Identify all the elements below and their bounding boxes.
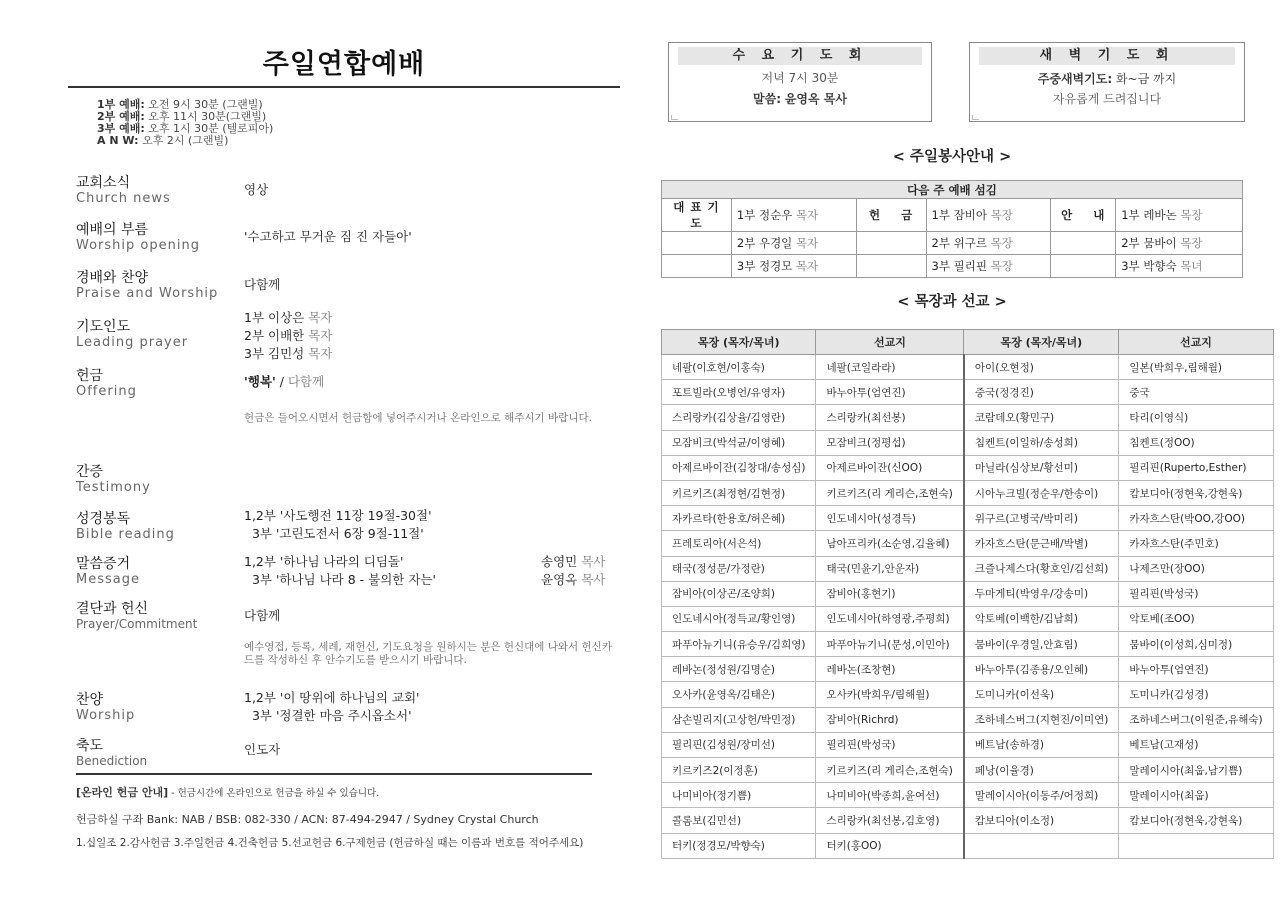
cell-group-cell bbox=[964, 833, 1119, 858]
col-mission-field: 선교지 bbox=[1119, 330, 1273, 355]
mission-field-cell: 카자흐스탄(주민호) bbox=[1119, 531, 1273, 556]
mission-field-cell: 키르키즈(리 게리슨,조현숙) bbox=[816, 480, 964, 505]
table-row bbox=[662, 556, 1274, 581]
order-bible-reading: 성경봉독 Bible reading 1,2부 '사도행전 11장 19절-30절' 3부 '고린도전서 6장 9절-11절' bbox=[76, 508, 432, 542]
table-row bbox=[662, 606, 1274, 631]
table-row bbox=[662, 808, 1274, 833]
table-row bbox=[662, 480, 1274, 505]
mission-field-cell: 조하네스버그(이원준,유해숙) bbox=[1119, 707, 1273, 732]
table-row bbox=[662, 506, 1274, 531]
mission-field-cell: 스리랑카(최선봉) bbox=[816, 405, 964, 430]
mission-field-cell: 필리핀(Ruperto,Esther) bbox=[1119, 455, 1273, 480]
table-cell: 2부 우경일 목자 bbox=[731, 232, 856, 255]
table-row bbox=[662, 707, 1274, 732]
cell-group-cell: 키르키즈(최정현/김현정) bbox=[662, 480, 816, 505]
dedication-value: 다함께 bbox=[244, 608, 281, 623]
bible-reading-value: 1,2부 '사도행전 11장 19절-30절' 3부 '고린도전서 6장 9절-11절' bbox=[244, 508, 432, 541]
mission-field-cell: 태국(민윤기,안운자) bbox=[816, 556, 964, 581]
message-preachers: 송영민 목사 윤영옥 목사 bbox=[541, 554, 606, 587]
benediction-value: 인도자 bbox=[244, 742, 281, 757]
col-cell-group: 목장 (목자/목녀) bbox=[662, 330, 816, 355]
mission-field-cell: 카자흐스탄(박OO,강OO) bbox=[1119, 506, 1273, 531]
table-cell: 2부 위구르 목장 bbox=[926, 232, 1051, 255]
service-time-3: 3부 예배: 오후 1시 30분 (텔로피아) bbox=[97, 122, 274, 135]
mission-field-cell: 아제르바이잔(신OO) bbox=[816, 455, 964, 480]
mission-field-cell: 터키(홍OO) bbox=[816, 833, 964, 858]
table-row bbox=[662, 380, 1274, 405]
order-message: 말씀증거 Message 1,2부 '하나님 나라의 디딤돌' 3부 '하나님 나라 8 - 불의한 자는' 송영민 목사 윤영옥 목사 bbox=[76, 554, 606, 587]
cell-group-cell: 카자흐스탄(문근배/박별) bbox=[964, 531, 1119, 556]
cell-group-cell: 마닐라(심상보/황선미) bbox=[964, 455, 1119, 480]
cell-group-cell: 콜롬보(김민선) bbox=[662, 808, 816, 833]
mission-field-cell: 네팔(코일라라) bbox=[816, 355, 964, 380]
cell-group-cell: 침켄트(이일하/송성희) bbox=[964, 430, 1119, 455]
dawn-prayer-note: 자유롭게 드려집니다 bbox=[1052, 92, 1162, 106]
message-sermon: 1,2부 '하나님 나라의 디딤돌' 3부 '하나님 나라 8 - 불의한 자는' bbox=[244, 554, 436, 587]
table-cell: 2부 뭄바이 목장 bbox=[1116, 232, 1243, 255]
order-hymn: 찬양 Worship 1,2부 '이 땅위에 하나님의 교회' 3부 '정결한 마음 주시옵소서' bbox=[76, 690, 420, 723]
table-cell: 3부 박향숙 목녀 bbox=[1116, 255, 1243, 278]
mission-field-cell: 필리핀(박성국) bbox=[816, 732, 964, 757]
table-cell: 3부 정경모 목자 bbox=[731, 255, 856, 278]
order-worship-opening: 예배의 부름 Worship opening '수고하고 무거운 짐 진 자들아' bbox=[76, 222, 412, 253]
mission-field-cell bbox=[1119, 833, 1273, 858]
table-row bbox=[662, 255, 1243, 278]
service-time-2: 2부 예배: 오후 11시 30분(그랜빌) bbox=[97, 110, 267, 123]
mission-field-cell: 모잠비크(정평섭) bbox=[816, 430, 964, 455]
prayer-leaders: 1부 이상은 목자 2부 이배한 목자 3부 김민성 목자 bbox=[244, 310, 333, 361]
cell-group-cell: 스리랑카(김상율/김영란) bbox=[662, 405, 816, 430]
table-cell: 1부 레바논 목장 bbox=[1116, 199, 1243, 232]
cell-group-cell: 삼손빌리지(고상헌/박민정) bbox=[662, 707, 816, 732]
service-time-anw: A N W: 오후 2시 (그랜빌) bbox=[97, 134, 229, 147]
wednesday-prayer-speaker: 말씀: 윤영옥 목사 bbox=[753, 92, 847, 106]
table-row bbox=[662, 732, 1274, 757]
cell-group-cell: 나미비아(정기쁨) bbox=[662, 783, 816, 808]
worship-opening-value: '수고하고 무거운 짐 진 자들아' bbox=[244, 229, 412, 244]
table-row bbox=[662, 232, 1243, 255]
cell-group-cell: 두마게티(박영우/강송미) bbox=[964, 581, 1119, 606]
table-row bbox=[662, 430, 1274, 455]
cell-group-cell: 코람데오(황민구) bbox=[964, 405, 1119, 430]
mission-field-cell: 레바논(조창현) bbox=[816, 657, 964, 682]
bank-account: 헌금하실 구좌 Bank: NAB / BSB: 082-330 / ACN: 87-494-2947 / Sydney Crystal Church bbox=[76, 813, 539, 826]
cell-group-cell: 필리핀(김성원/장미선) bbox=[662, 732, 816, 757]
col-prayer: 대 표 기 도 bbox=[662, 199, 732, 232]
cell-group-cell: 모잠비크(박석균/이영혜) bbox=[662, 430, 816, 455]
cell-group-cell: 프레토리아(서은석) bbox=[662, 531, 816, 556]
cell-group-cell: 태국(정성문/가정란) bbox=[662, 556, 816, 581]
corner-mark bbox=[671, 115, 678, 120]
cell-group-cell: 키르키즈2(이정훈) bbox=[662, 758, 816, 783]
table-row bbox=[662, 657, 1274, 682]
mission-heading: < 목장과 선교 > bbox=[897, 294, 1007, 310]
cell-group-cell: 크즐나제스다(황호인/김선희) bbox=[964, 556, 1119, 581]
title-divider bbox=[68, 86, 620, 88]
table-row bbox=[662, 405, 1274, 430]
offering-types: 1.십일조 2.감사헌금 3.주일헌금 4.건축헌금 5.선교헌금 6.구제헌금 (헌금하실 때는 이름과 번호를 적어주세요) bbox=[76, 837, 584, 849]
mission-field-cell: 오사카(박희우/림해월) bbox=[816, 682, 964, 707]
cell-group-cell: 터키(정경모/박향숙) bbox=[662, 833, 816, 858]
cell-group-cell: 뭄바이(우경일,안효림) bbox=[964, 632, 1119, 657]
cell-group-cell: 페낭(이율경) bbox=[964, 758, 1119, 783]
online-divider bbox=[76, 773, 592, 775]
cell-group-cell: 조하네스버그(지현진/이미연) bbox=[964, 707, 1119, 732]
mission-field-cell: 키르키즈(리 게리슨,조현숙) bbox=[816, 758, 964, 783]
church-news-value: 영상 bbox=[244, 182, 269, 197]
mission-field-cell: 중국 bbox=[1119, 380, 1273, 405]
service-time-1: 1부 예배: 오전 9시 30분 (그랜빌) bbox=[97, 98, 263, 111]
cell-group-cell: 중국(정경진) bbox=[964, 380, 1119, 405]
cell-group-cell: 네팔(이호현/이홍숙) bbox=[662, 355, 816, 380]
cell-group-cell: 시아누크빌(정순우/한송이) bbox=[964, 480, 1119, 505]
corner-mark bbox=[972, 115, 979, 120]
col-usher: 안 내 bbox=[1051, 199, 1116, 232]
table-row bbox=[662, 682, 1274, 707]
mission-field-cell: 인도네시아(하영광,주평희) bbox=[816, 606, 964, 631]
mission-field-cell: 타리(이영식) bbox=[1119, 405, 1273, 430]
praise-value: 다함께 bbox=[244, 277, 281, 292]
order-praise: 경배와 찬양 Praise and Worship 다함께 bbox=[76, 270, 281, 301]
service-table-header: 다음 주 예배 섬김 bbox=[662, 181, 1243, 199]
table-cell: 1부 잠비아 목장 bbox=[926, 199, 1051, 232]
order-offering: 헌금 Offering '행복' / 다함께 bbox=[76, 368, 325, 399]
cell-group-cell: 도미니카(이선욱) bbox=[964, 682, 1119, 707]
cell-group-cell: 자카르타(한용호/허은혜) bbox=[662, 506, 816, 531]
wednesday-prayer-time: 저녁 7시 30분 bbox=[761, 71, 839, 85]
mission-field-cell: 필리핀(박성국) bbox=[1119, 581, 1273, 606]
mission-field-cell: 바누아투(엄연진) bbox=[1119, 657, 1273, 682]
offering-note: 헌금은 들어오시면서 헌금함에 넣어주시거나 온라인으로 해주시기 바랍니다. bbox=[244, 412, 592, 424]
service-heading: < 주일봉사안내 > bbox=[892, 149, 1012, 165]
cell-group-cell: 아이(오현정) bbox=[964, 355, 1119, 380]
cell-group-cell: 파푸아뉴기니(유승우/김희영) bbox=[662, 632, 816, 657]
dedication-note: 예수영접, 등록, 세례, 재헌신, 기도요청을 원하시는 분은 헌신대에 나와서 헌신카드를 작성하신 후 안수기도를 받으시기 바랍니다. bbox=[244, 641, 612, 666]
mission-field-cell: 악토베(조OO) bbox=[1119, 606, 1273, 631]
col-offering: 헌 금 bbox=[856, 199, 926, 232]
wednesday-prayer-box bbox=[668, 42, 932, 122]
cell-group-cell: 베트남(송하경) bbox=[964, 732, 1119, 757]
table-row bbox=[662, 531, 1274, 556]
dawn-prayer-title: 새 벽 기 도 회 bbox=[979, 47, 1235, 65]
mission-field-cell: 파푸아뉴기니(문성,이민아) bbox=[816, 632, 964, 657]
cell-group-cell: 오사카(윤영옥/김태은) bbox=[662, 682, 816, 707]
table-row bbox=[662, 355, 1274, 380]
order-dedication: 결단과 헌신 Prayer/Commitment 다함께 bbox=[76, 601, 281, 631]
mission-field-cell: 인도네시아(성경득) bbox=[816, 506, 964, 531]
mission-field-cell: 말레이시아(최웁) bbox=[1119, 783, 1273, 808]
dawn-prayer-schedule: 주중새벽기도: 화~금 까지 bbox=[1037, 72, 1177, 86]
cell-group-cell: 캄보디아(이소정) bbox=[964, 808, 1119, 833]
table-row bbox=[662, 758, 1274, 783]
mission-field-cell: 베트남(고재성) bbox=[1119, 732, 1273, 757]
offering-value: '행복' / 다함께 bbox=[244, 374, 325, 389]
order-testimony: 간증 Testimony bbox=[76, 464, 151, 495]
mission-field-cell: 잠비아(홍현기) bbox=[816, 581, 964, 606]
col-cell-group: 목장 (목자/목녀) bbox=[964, 330, 1119, 355]
dawn-prayer-box bbox=[969, 42, 1245, 122]
mission-field-cell: 캄보디아(정현욱,강현욱) bbox=[1119, 480, 1273, 505]
mission-field-cell: 뭄바이(이성희,심미정) bbox=[1119, 632, 1273, 657]
table-row bbox=[662, 783, 1274, 808]
mission-field-cell: 나제즈만(장OO) bbox=[1119, 556, 1273, 581]
order-church-news: 교회소식 Church news 영상 bbox=[76, 175, 269, 206]
order-leading-prayer: 기도인도 Leading prayer 1부 이상은 목자 2부 이배한 목자 3부 김민성 목자 bbox=[76, 310, 333, 361]
cell-group-cell: 인도네시아(정득교/황인영) bbox=[662, 606, 816, 631]
cell-group-cell: 말레이시아(이동주/어정희) bbox=[964, 783, 1119, 808]
table-cell: 1부 정순우 목자 bbox=[731, 199, 856, 232]
order-benediction: 축도 Benediction 인도자 bbox=[76, 738, 281, 768]
mission-field-cell: 일본(박희우,림해월) bbox=[1119, 355, 1273, 380]
table-row bbox=[662, 833, 1274, 858]
mission-field-cell: 말레이시아(최웁,남기쁨) bbox=[1119, 758, 1273, 783]
service-times bbox=[97, 99, 273, 147]
cell-group-cell: 위구르(고병국/박미리) bbox=[964, 506, 1119, 531]
mission-field-cell: 남아프리카(소순영,김율혜) bbox=[816, 531, 964, 556]
mission-field-cell: 잠비아(Richrd) bbox=[816, 707, 964, 732]
mission-field-cell: 스리랑카(최선봉,김호영) bbox=[816, 808, 964, 833]
table-row bbox=[662, 581, 1274, 606]
table-row bbox=[662, 199, 1243, 232]
cell-group-cell: 포트빌라(오병언/유영자) bbox=[662, 380, 816, 405]
hymn-value: 1,2부 '이 땅위에 하나님의 교회' 3부 '정결한 마음 주시옵소서' bbox=[244, 690, 420, 723]
cell-group-cell: 잠비아(이상곤/조양희) bbox=[662, 581, 816, 606]
wednesday-prayer-title: 수 요 기 도 회 bbox=[678, 47, 922, 65]
mission-field-cell: 나미비아(박종희,윤여선) bbox=[816, 783, 964, 808]
table-row bbox=[662, 632, 1274, 657]
cell-group-cell: 아제르바이잔(김창대/송성심) bbox=[662, 455, 816, 480]
col-mission-field: 선교지 bbox=[816, 330, 964, 355]
cell-group-cell: 바누아투(김종용/오인혜) bbox=[964, 657, 1119, 682]
mission-table bbox=[661, 329, 1274, 859]
table-cell: 3부 필리핀 목장 bbox=[926, 255, 1051, 278]
mission-field-cell: 캄보디아(정현욱,강현욱) bbox=[1119, 808, 1273, 833]
service-table bbox=[661, 180, 1243, 278]
mission-field-cell: 도미니카(김성경) bbox=[1119, 682, 1273, 707]
mission-field-cell: 침켄트(정OO) bbox=[1119, 430, 1273, 455]
cell-group-cell: 악토베(이백한/김남희) bbox=[964, 606, 1119, 631]
mission-field-cell: 바누아투(엄연진) bbox=[816, 380, 964, 405]
online-offering-notice: [온라인 헌금 안내] - 헌금시간에 온라인으로 헌금을 하실 수 있습니다. bbox=[76, 786, 380, 799]
cell-group-cell: 레바논(정성원/김명순) bbox=[662, 657, 816, 682]
bulletin-title: 주일연합예배 bbox=[262, 49, 426, 80]
table-row bbox=[662, 455, 1274, 480]
